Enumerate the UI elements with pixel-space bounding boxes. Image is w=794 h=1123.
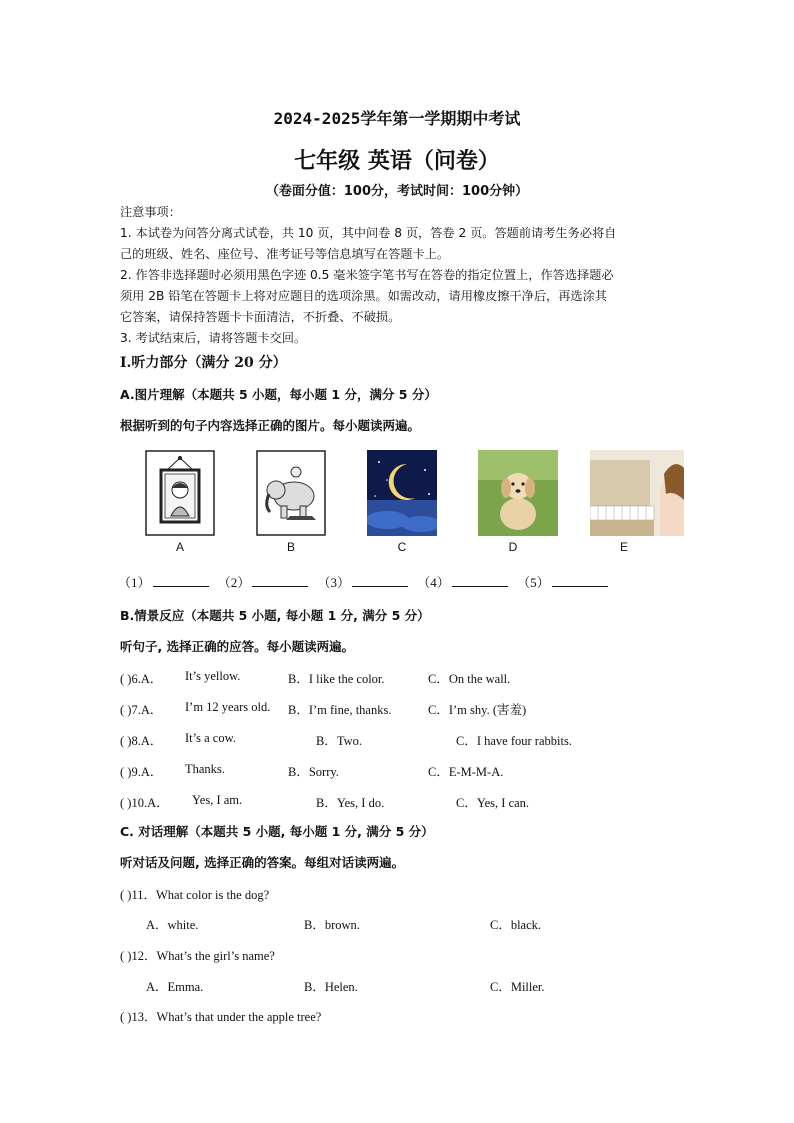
picture-label: B bbox=[286, 540, 295, 554]
sectionC-title: C. 对话理解（本题共 5 小题, 每小题 1 分, 满分 5 分） bbox=[120, 824, 434, 839]
puppy-photo bbox=[478, 450, 558, 536]
notes-line: 己的班级、姓名、座位号、准考证号等信息填写在答题卡上。 bbox=[120, 247, 450, 261]
blank-number: （4） bbox=[417, 575, 450, 590]
option-b: B．Helen. bbox=[304, 980, 358, 994]
exam-title: 2024-2025学年第一学期期中考试 bbox=[273, 109, 521, 128]
picture-label: E bbox=[619, 540, 628, 554]
sectionB-instruction: 听句子, 选择正确的应答。每小题读两遍。 bbox=[120, 639, 355, 654]
option-b: B．brown. bbox=[304, 918, 360, 932]
subject-title: 七年级 英语（问卷） bbox=[294, 149, 500, 174]
option-a: A．white. bbox=[146, 918, 199, 932]
elephant-icon bbox=[256, 450, 326, 536]
option-c: C．I’m shy. (害羞) bbox=[428, 703, 527, 717]
option-b: B．Two. bbox=[316, 734, 363, 748]
option-b: B．I’m fine, thanks. bbox=[288, 703, 392, 717]
question-stem: ( )13．What’s that under the apple tree? bbox=[120, 1010, 322, 1024]
answer-blanks-row bbox=[118, 572, 614, 591]
sectionC-instruction: 听对话及问题, 选择正确的答案。每组对话读两遍。 bbox=[120, 855, 405, 870]
picture-label: C bbox=[397, 540, 407, 554]
option-a: A．Emma. bbox=[146, 980, 204, 994]
option-a: It’s a cow. bbox=[185, 731, 236, 745]
option-c: C．Yes, I can. bbox=[456, 796, 530, 810]
option-c: C．black. bbox=[490, 918, 542, 932]
exam-info: （卷面分值：100分，考试时间：100分钟） bbox=[265, 184, 529, 199]
option-a: I’m 12 years old. bbox=[185, 700, 271, 714]
question-number: ( )9.A． bbox=[120, 765, 163, 779]
blank-number: （2） bbox=[217, 575, 251, 590]
option-c: C．On the wall. bbox=[428, 672, 511, 686]
notes-line: 须用 2B 铅笔在答题卡上将对应题目的选项涂黑。如需改动，请用橡皮擦干净后，再选涂其 bbox=[120, 289, 607, 303]
question-number: ( )8.A． bbox=[120, 734, 163, 748]
option-c: C．Miller. bbox=[490, 980, 545, 994]
piano-photo bbox=[590, 450, 684, 536]
notes-heading: 注意事项： bbox=[120, 205, 181, 219]
notes-line: 3. 考试结束后，请将答题卡交回。 bbox=[120, 331, 307, 345]
question-stem: ( )12．What’s the girl’s name? bbox=[120, 949, 275, 963]
answer-blank[interactable] bbox=[452, 576, 508, 587]
answer-blank[interactable] bbox=[252, 576, 308, 587]
blank-number: （3） bbox=[317, 575, 351, 590]
option-a: Yes, I am. bbox=[192, 793, 243, 807]
sectionA-instruction: 根据听到的句子内容选择正确的图片。每小题读两遍。 bbox=[120, 418, 421, 433]
question-number: ( )6.A． bbox=[120, 672, 163, 686]
option-b: B．Yes, I do. bbox=[316, 796, 385, 810]
sectionB-title: B.情景反应（本题共 5 小题, 每小题 1 分, 满分 5 分） bbox=[120, 608, 430, 623]
answer-blank[interactable] bbox=[552, 576, 608, 587]
answer-blank[interactable] bbox=[153, 576, 209, 587]
moon-night-icon bbox=[367, 450, 437, 536]
framed-portrait-icon bbox=[145, 450, 215, 536]
sectionA-title: A.图片理解（本题共 5 小题，每小题 1 分，满分 5 分） bbox=[120, 387, 437, 402]
option-c: C．E-M-M-A. bbox=[428, 765, 504, 779]
question-number: ( )10.A． bbox=[120, 796, 169, 810]
option-a: It’s yellow. bbox=[185, 669, 241, 683]
blank-number: （1） bbox=[118, 575, 151, 590]
question-stem: ( )11．What color is the dog? bbox=[120, 888, 270, 902]
notes-line: 它答案，请保持答题卡卡面清洁，不折叠、不破损。 bbox=[120, 310, 401, 324]
option-c: C．I have four rabbits. bbox=[456, 734, 572, 748]
notes-line: 2. 作答非选择题时必须用黑色字迹 0.5 毫米签字笔书写在答卷的指定位置上，作答选择题必 bbox=[120, 268, 614, 282]
option-a: Thanks. bbox=[185, 762, 225, 776]
notes-block bbox=[120, 202, 680, 349]
picture-label: A bbox=[175, 540, 184, 554]
answer-blank[interactable] bbox=[352, 576, 408, 587]
question-number: ( )7.A． bbox=[120, 703, 163, 717]
blank-number: （5） bbox=[517, 575, 550, 590]
option-b: B．Sorry. bbox=[288, 765, 339, 779]
notes-line: 1. 本试卷为问答分离式试卷，共 10 页，其中问卷 8 页，答卷 2 页。答题前请考生务必将自 bbox=[120, 226, 617, 240]
part1-title: I.听力部分（满分 20 分） bbox=[120, 355, 287, 371]
option-b: B．I like the color. bbox=[288, 672, 385, 686]
picture-label: D bbox=[508, 540, 518, 554]
